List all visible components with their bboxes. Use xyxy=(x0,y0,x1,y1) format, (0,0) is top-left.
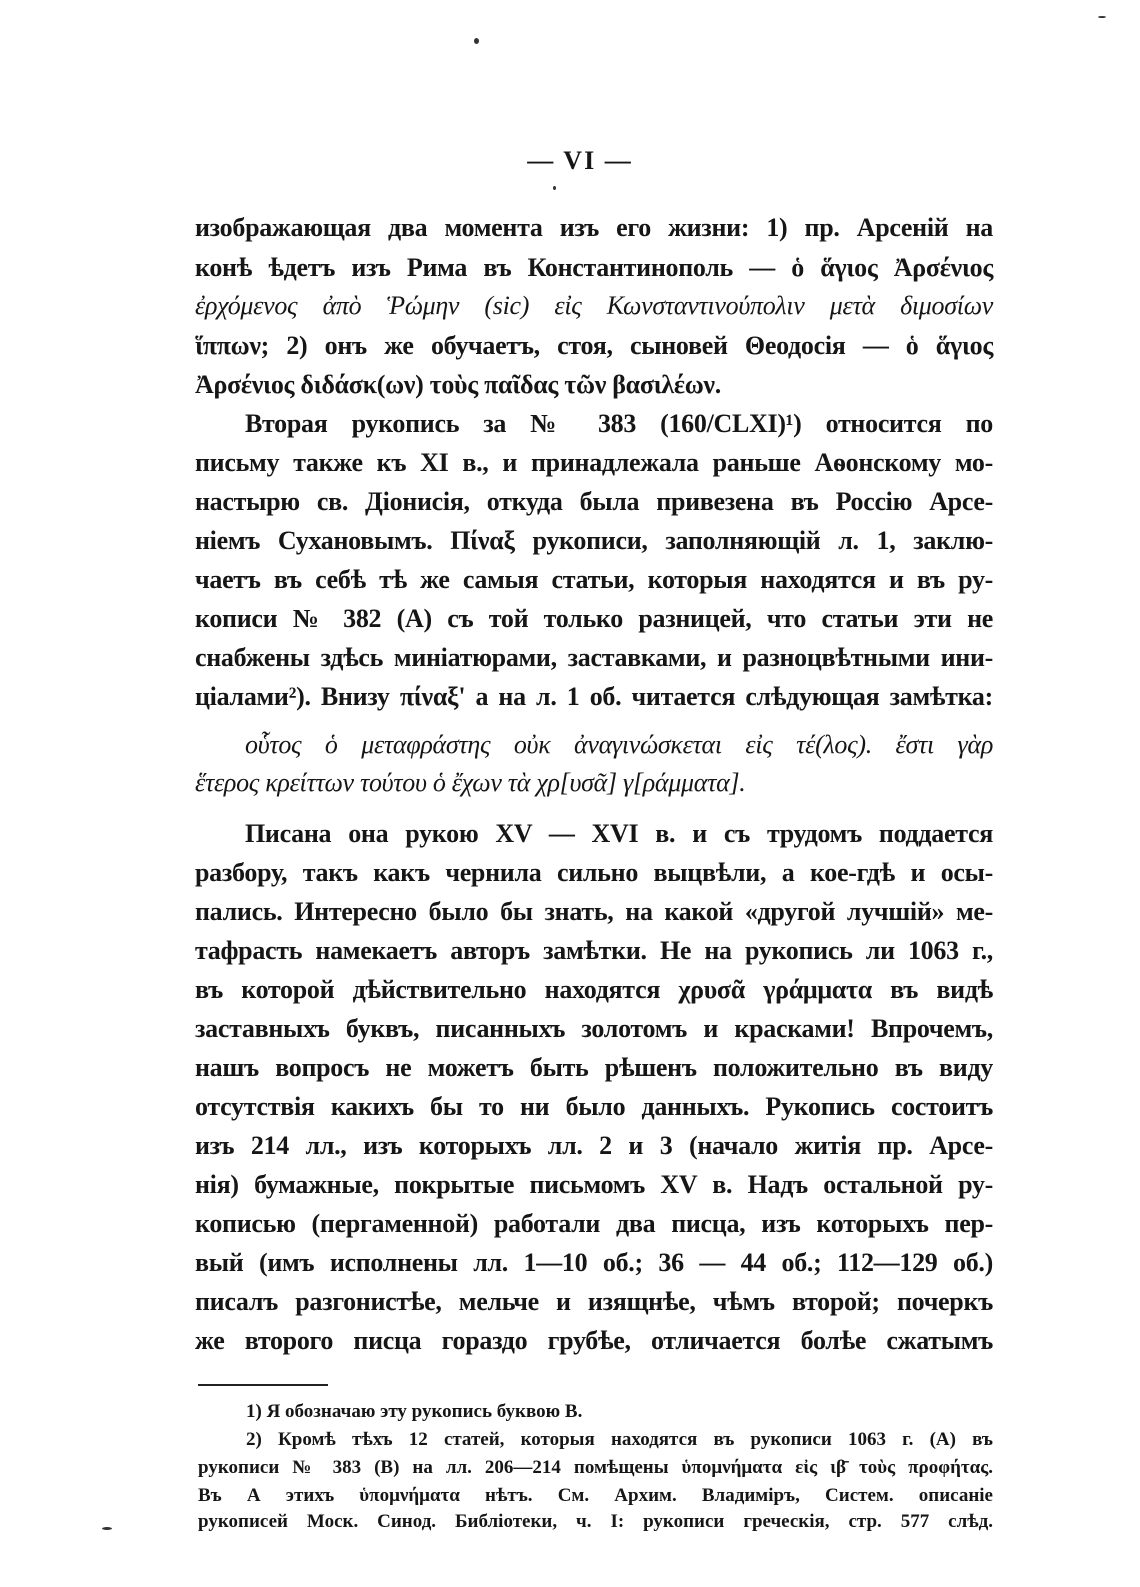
text-line: кописью (пергаменной) работали два писца, изъ которыхъ пер- xyxy=(195,1209,993,1238)
footnote-line: 1) Я обозначаю эту рукопись буквою В. xyxy=(246,1401,583,1422)
scan-speck xyxy=(474,38,479,44)
text-line: ціалами²). Внизу πίναξ' а на л. 1 об. читается слѣдующая замѣтка: xyxy=(195,682,993,711)
text-line: вый (имъ исполнены лл. 1—10 об.; 36 — 44 об.; 112—129 об.) xyxy=(195,1248,993,1277)
text-line: Ἀρσένιος διδάσκ(ων) τοὺς παῖδας τῶν βασιλέων. xyxy=(195,370,721,399)
text-line: кописи № 382 (А) съ той только разницей, что статьи эти не xyxy=(195,604,993,633)
text-line: нія) бумажные, покрытые письмомъ XV в. Надъ остальной ру- xyxy=(195,1170,993,1199)
scan-speck xyxy=(102,1527,112,1530)
text-line: ἵππων; 2) онъ же обучаетъ, стоя, сыновей Θеодосія — ὁ ἅγιος xyxy=(195,331,993,360)
text-line: конѣ ѣдетъ изъ Рима въ Константинополь — ὁ ἅγιος Ἀρσένιος xyxy=(195,253,993,282)
text-line: ἐρχόμενος ἀπὸ Ῥώμην (sic) εἰς Κωνσταντινούπολιν μετὰ διμοσίων xyxy=(195,291,993,320)
text-line: Писана она рукою XV — XVI в. и съ трудомъ поддается xyxy=(245,819,993,848)
footnote-line: Въ А этихъ ὑπομνήματα нѣтъ. См. Архим. Владиміръ, Систем. описаніе xyxy=(198,1485,993,1506)
footnote-line: 2) Кромѣ тѣхъ 12 статей, которыя находятся въ рукописи 1063 г. (А) въ xyxy=(246,1429,993,1450)
footnote-rule xyxy=(198,1384,328,1386)
text-line: тафрасть намекаетъ авторъ замѣтки. Не на рукопись ли 1063 г., xyxy=(195,936,993,965)
text-line: пались. Интересно было бы знать, на какой «другой лучшій» ме- xyxy=(195,897,993,926)
footnote-line: рукописей Моск. Синод. Библіотеки, ч. I: рукописи греческія, стр. 577 слѣд. xyxy=(198,1511,993,1532)
text-line: изъ 214 лл., изъ которыхъ лл. 2 и 3 (начало житія пр. Арсе- xyxy=(195,1131,993,1160)
text-line: ἕτερος κρείττων τούτου ὁ ἔχων τὰ χρ[υσᾶ] γ[ράμματα]. xyxy=(195,768,746,797)
text-line: настырю св. Діонисія, откуда была привезена въ Россію Арсе- xyxy=(195,487,993,516)
text-line: нашъ вопросъ не можетъ быть рѣшенъ положительно въ виду xyxy=(195,1053,993,1082)
text-line: же второго писца гораздо грубѣе, отличается болѣе сжатымъ xyxy=(195,1326,993,1355)
text-line: снабжены здѣсь миніатюрами, заставками, и разноцвѣтными ини- xyxy=(195,643,993,672)
text-line: писалъ разгонистѣе, мельче и изящнѣе, чѣмъ второй; почеркъ xyxy=(195,1287,993,1316)
text-line: въ которой дѣйствительно находятся χρυσᾶ γράμματα въ видѣ xyxy=(195,975,993,1004)
text-line: ніемъ Сухановымъ. Πίναξ рукописи, заполняющій л. 1, заклю- xyxy=(195,526,993,555)
text-line: отсутствія какихъ бы то ни было данныхъ. Рукопись состоитъ xyxy=(195,1092,993,1121)
page-number: — VI — xyxy=(527,146,633,175)
text-line: письму также къ XI в., и принадлежала раньше Аѳонскому мо- xyxy=(195,448,993,477)
text-line: изображающая два момента изъ его жизни: 1) пр. Арсеній на xyxy=(195,213,993,242)
text-line: заставныхъ буквъ, писанныхъ золотомъ и красками! Впрочемъ, xyxy=(195,1014,993,1043)
text-line: οὗτος ὁ μεταφράστης οὐκ ἀναγινώσκεται εἰς τέ(λος). ἔστι γὰρ xyxy=(245,730,993,759)
text-line: Вторая рукопись за № 383 (160/CLXI)¹) относится по xyxy=(245,409,993,438)
scan-speck xyxy=(553,186,556,190)
text-line: разбору, такъ какъ чернила сильно выцвѣли, а кое-гдѣ и осы- xyxy=(195,858,993,887)
scan-speck xyxy=(1098,16,1106,18)
text-line: чаетъ въ себѣ тѣ же самыя статьи, которыя находятся и въ ру- xyxy=(195,565,993,594)
footnote-line: рукописи № 383 (В) на лл. 206—214 помѣщены ὑπομνήματα εἰς ιβ̄ τοὺς προφήτας. xyxy=(198,1457,993,1478)
